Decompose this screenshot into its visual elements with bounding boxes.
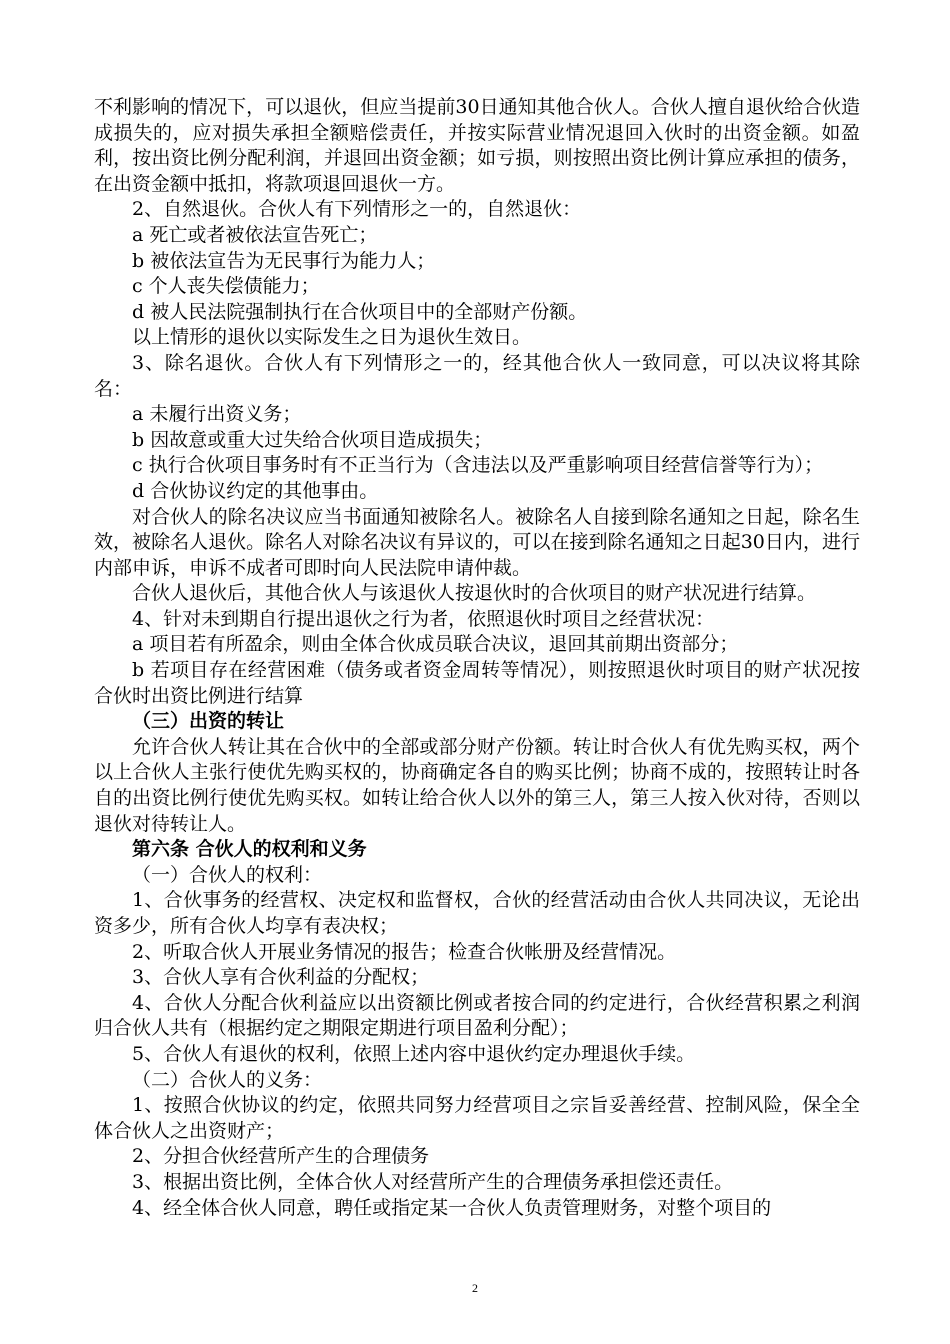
paragraph: a 未履行出资义务； [132, 403, 302, 426]
paragraph: d 被人民法院强制执行在合伙项目中的全部财产份额。 [132, 300, 588, 323]
paragraph: 不利影响的情况下，可以退伙，但应当提前30日通知其他合伙人。合伙人擅自退伙给合伙造成损失的，应对损失承担全额赔偿责任，并按实际营业情况退回入伙时的出资金额。如盈利，按出资比例分配利润，并退回出资金额；如亏损，则按照出资比例计算应承担的债务，在出资金额中抵扣，将款项退回退伙一方。 [94, 96, 860, 195]
document-body [94, 95, 860, 1221]
paragraph: 2、自然退伙。合伙人有下列情形之一的，自然退伙： [132, 198, 582, 221]
paragraph: 4、合伙人分配合伙利益应以出资额比例或者按合同的约定进行，合伙经营积累之利润归合伙人共有（根据约定之期限定期进行项目盈利分配）； [94, 991, 860, 1040]
paragraph: 5、合伙人有退伙的权利，依照上述内容中退伙约定办理退伙手续。 [132, 1042, 696, 1065]
paragraph: b 因故意或重大过失给合伙项目造成损失； [132, 428, 493, 451]
paragraph: 2、分担合伙经营所产生的合理债务 [132, 1145, 430, 1168]
paragraph: 3、根据出资比例，全体合伙人对经营所产生的合理债务承担偿还责任。 [132, 1170, 734, 1193]
paragraph: （一）合伙人的权利： [132, 863, 323, 886]
page-number: 2 [472, 1281, 478, 1295]
paragraph: 4、针对未到期自行提出退伙之行为者，依照退伙时项目之经营状况： [132, 607, 715, 630]
paragraph: d 合伙协议约定的其他事由。 [132, 479, 379, 502]
paragraph: a 死亡或者被依法宣告死亡； [132, 223, 378, 246]
paragraph: b 若项目存在经营困难（债务或者资金周转等情况），则按照退伙时项目的财产状况按合伙时出资比例进行结算 [94, 659, 860, 707]
paragraph: 1、合伙事务的经营权、决定权和监督权，合伙的经营活动由合伙人共同决议，无论出资多少，所有合伙人均享有表决权； [94, 889, 860, 937]
paragraph: 3、除名退伙。合伙人有下列情形之一的，经其他合伙人一致同意，可以决议将其除名： [94, 351, 860, 400]
paragraph: 以上情形的退伙以实际发生之日为退伙生效日。 [132, 326, 532, 349]
paragraph: b 被依法宣告为无民事行为能力人； [132, 249, 436, 272]
section-heading: 第六条 合伙人的权利和义务 [132, 838, 367, 861]
section-heading: （三）出资的转让 [132, 710, 285, 733]
paragraph: c 个人丧失偿债能力； [132, 275, 320, 298]
paragraph: （二）合伙人的义务： [132, 1068, 323, 1091]
paragraph: 4、经全体合伙人同意，聘任或指定某一合伙人负责管理财务，对整个项目的 [132, 1196, 772, 1219]
paragraph: 合伙人退伙后，其他合伙人与该退伙人按退伙时的合伙项目的财产状况进行结算。 [132, 582, 817, 605]
paragraph: 3、合伙人享有合伙利益的分配权； [132, 966, 430, 989]
paragraph: 允许合伙人转让其在合伙中的全部或部分财产份额。转让时合伙人有优先购买权，两个以上合伙人主张行使优先购买权的，协商确定各自的购买比例；协商不成的，按照转让时各自的出资比例行使优先购买权。如转让给合伙人以外的第三人，第三人按入伙对待，否则以退伙对待转让人。 [94, 735, 860, 835]
paragraph: c 执行合伙项目事务时有不正当行为（含违法以及严重影响项目经营信誉等行为）； [132, 454, 824, 477]
paragraph: 1、按照合伙协议的约定，依照共同努力经营项目之宗旨妥善经营、控制风险，保全全体合伙人之出资财产； [94, 1094, 860, 1142]
paragraph: 2、听取合伙人开展业务情况的报告；检查合伙帐册及经营情况。 [132, 940, 677, 963]
paragraph: a 项目若有所盈余，则由全体合伙成员联合决议，退回其前期出资部分； [132, 633, 739, 656]
paragraph: 对合伙人的除名决议应当书面通知被除名人。被除名人自接到除名通知之日起，除名生效，被除名人退伙。除名人对除名决议有异议的，可以在接到除名通知之日起30日内，进行内部申诉，申诉不成者可即时向人民法院申请仲裁。 [94, 505, 860, 579]
